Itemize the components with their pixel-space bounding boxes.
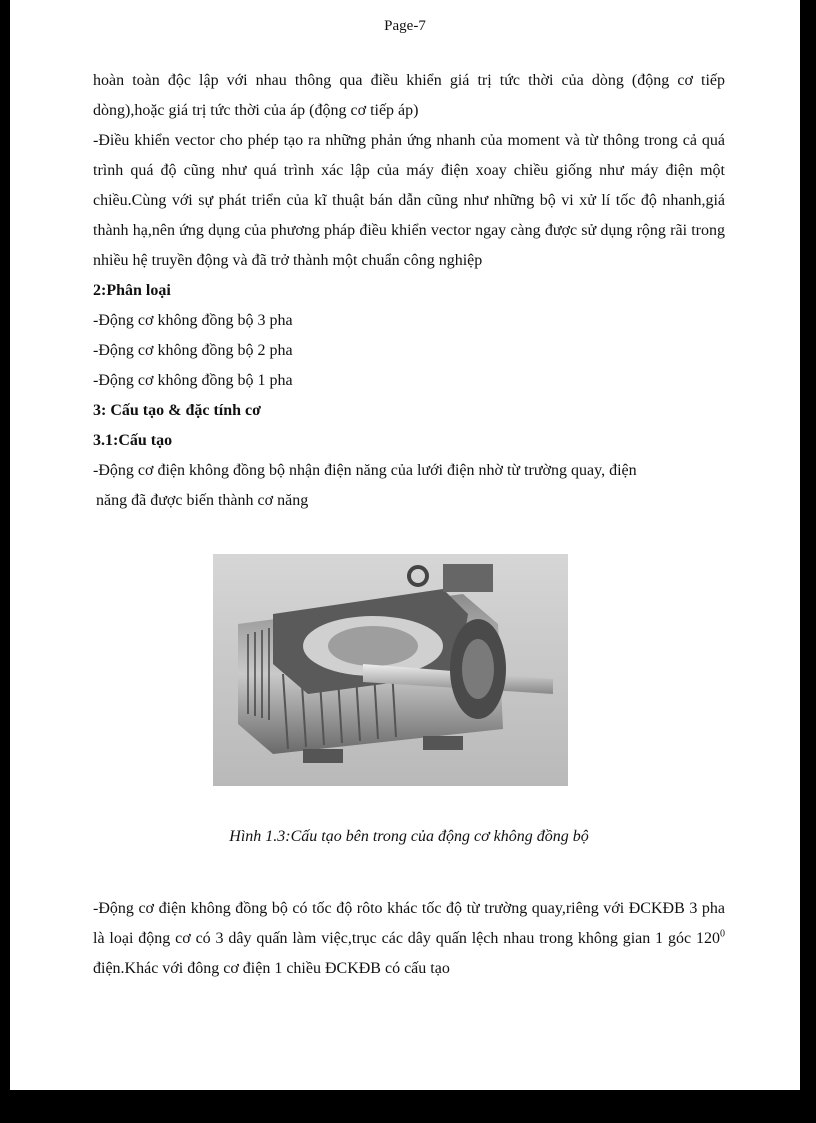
list-item: -Động cơ không đồng bộ 1 pha xyxy=(93,372,293,389)
section-heading-classification: 2:Phân loại xyxy=(93,282,171,299)
paragraph-intro: hoàn toàn độc lập với nhau thông qua điều khiển giá trị tức thời của dòng (động cơ tiếp dòng),hoặc giá trị tức thời của áp (động cơ tiếp áp) xyxy=(93,72,725,119)
subsection-heading-structure: 3.1:Cấu tạo xyxy=(93,432,173,449)
motor-cutaway-figure xyxy=(213,554,568,786)
paragraph-rotor-speed xyxy=(93,894,725,984)
list-item: -Động cơ không đồng bộ 3 pha xyxy=(93,312,293,329)
paragraph-structure-line1: -Động cơ điện không đồng bộ nhận điện năng của lưới điện nhờ từ trường quay, điện xyxy=(93,462,637,479)
paragraph-structure-line2: năng đã được biến thành cơ năng xyxy=(96,492,309,509)
page-header: Page-7 xyxy=(384,18,426,34)
figure-caption: Hình 1.3:Cấu tạo bên trong của động cơ không đồng bộ xyxy=(229,828,589,845)
document-page xyxy=(10,0,800,1090)
list-item: -Động cơ không đồng bộ 2 pha xyxy=(93,342,293,359)
paragraph-vector-control: -Điều khiển vector cho phép tạo ra những phản ứng nhanh của moment và từ thông trong cả quá trình quá độ cũng như quá trình xác lập của máy điện xoay chiều giống như máy điện một chiều.Cùng với sự phát triển của kĩ thuật bán dẫn cũng như những bộ vi xử lí tốc độ nhanh,giá thành hạ,nên ứng dụng của phương pháp điều khiển vector ngay càng được sử dụng rộng rãi trong nhiều hệ truyền động và đã trở thành một chuẩn công nghiệp xyxy=(93,132,725,269)
motor-cutaway-illustration xyxy=(213,554,568,786)
section-heading-structure: 3: Cấu tạo & đặc tính cơ xyxy=(93,402,261,419)
degree-superscript: 0 xyxy=(720,928,725,940)
page-content xyxy=(93,66,725,984)
closing-text-before: -Động cơ điện không đồng bộ có tốc độ rôto khác tốc độ từ trường quay,riêng với ĐCKĐB 3 pha là loại động cơ có 3 dây quấn làm việc,trục các dây quấn lệch nhau trong không gian 1 góc 120 xyxy=(93,900,725,947)
closing-text-after: điện.Khác với đông cơ điện 1 chiều ĐCKĐB có cấu tạo xyxy=(93,960,450,977)
